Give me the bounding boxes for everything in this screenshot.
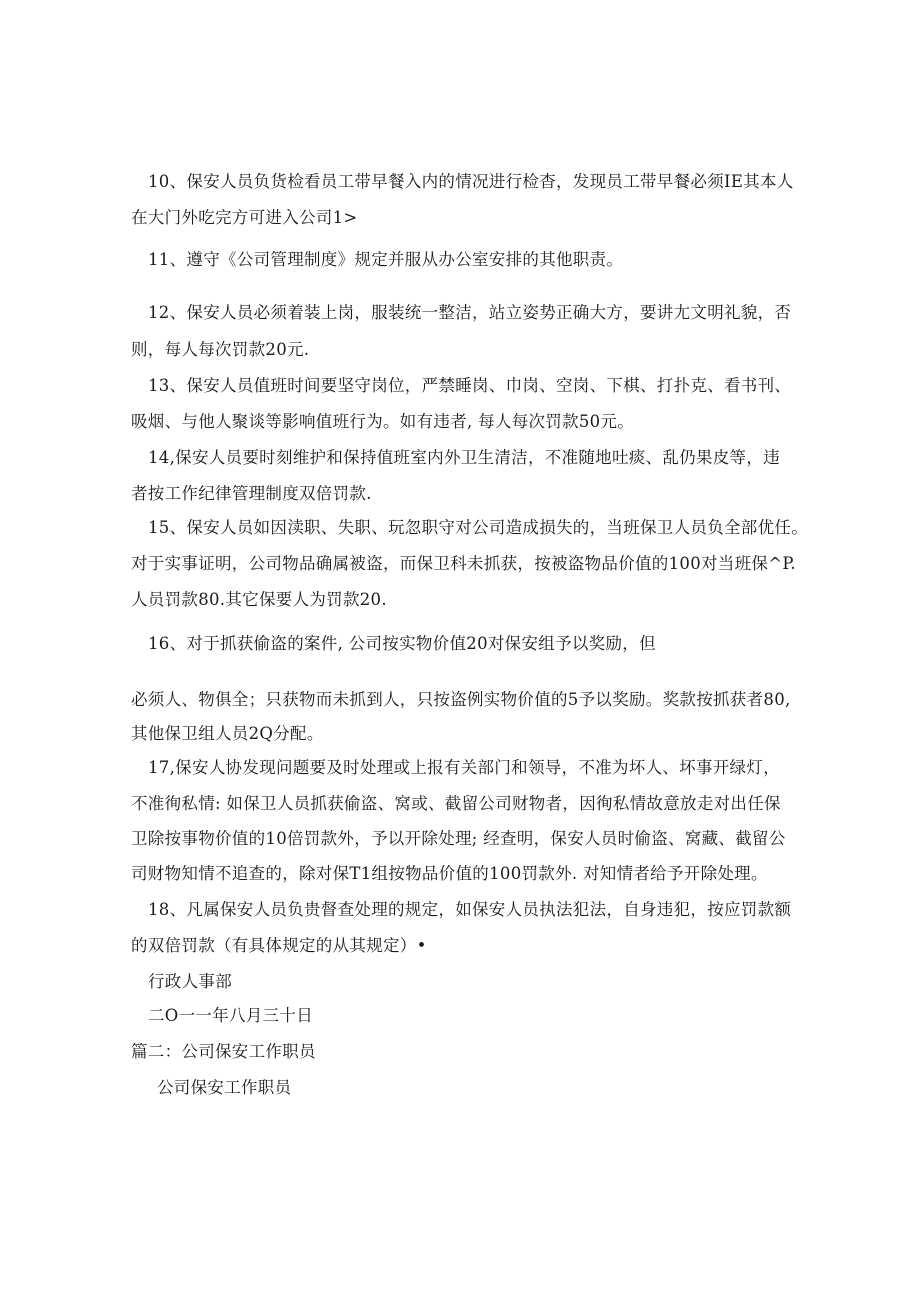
paragraph-13-line-1: 13、保安人员值班时间要坚守岗位，严禁睡岗、巾岗、空岗、下棋、打扑克、看书刊、 bbox=[148, 376, 792, 395]
paragraph-17-line-2: 不准徇私情: 如保卫人员抓获偷盗、窝或、截留公司财物者，因徇私情故意放走对出任保 bbox=[131, 794, 781, 813]
section-heading: 篇二：公司保安工作职员 bbox=[131, 1042, 316, 1061]
paragraph-16-line-1: 16、对于抓获偷盗的案件, 公司按实物价值20对保安组予以奖励，但 bbox=[148, 634, 656, 653]
paragraph-12-line-1: 12、保安人员必须着装上岗，服装统一整洁，站立姿势正确大方，要讲尢文明礼貌，否 bbox=[148, 303, 792, 322]
paragraph-15-line-2: 对于实事证明，公司物品确属被盗，而保卫科未抓获，按被盗物品价值的100对当班保^P. bbox=[131, 554, 796, 573]
paragraph-10-line-2: 在大门外吃完方可进入公司1> bbox=[131, 208, 358, 227]
paragraph-13-line-2: 吸烟、与他人聚谈等影响值班行为。如有违者, 每人每次罚款50元。 bbox=[131, 412, 635, 431]
paragraph-17-line-1: 17,保安人协发现问题要及时处理或上报有关部门和领导，不准为坏人、坏事开绿灯， bbox=[148, 758, 780, 777]
signature-department: 行政人事部 bbox=[148, 972, 232, 991]
paragraph-17-line-3: 卫除按事物价值的10倍罚款外，予以开除处理; 经查明，保安人员时偷盗、窝藏、截留公 bbox=[131, 829, 786, 848]
paragraph-17-line-4: 司财物知情不追查的，除对保T1组按物品价值的100罚款外. 对知情者给予开除处理。 bbox=[131, 864, 768, 883]
paragraph-18-line-2: 的双倍罚款（有具体规定的从其规定）• bbox=[131, 936, 427, 955]
paragraph-11: 11、遵守《公司管理制度》规定并服从办公室安排的其他职责。 bbox=[148, 250, 624, 269]
paragraph-16-line-3: 其他保卫组人员2Q分配。 bbox=[131, 724, 324, 743]
paragraph-14-line-2: 者按工作纪律管理制度双倍罚款. bbox=[131, 484, 372, 503]
paragraph-15-line-1: 15、保安人员如因渎职、失职、玩忽职守对公司造成损失的，当班保卫人员负全部优任。 bbox=[148, 518, 808, 537]
paragraph-10-line-1: 10、保安人员负货检看员工带早餐入内的情况进行检杳，发现员工带早餐必须IE其本人 bbox=[148, 172, 794, 191]
paragraph-12-line-2: 则，每人每次罚款20元. bbox=[131, 340, 310, 359]
signature-date: 二O一一年八月三十日 bbox=[148, 1006, 314, 1025]
paragraph-15-line-3: 人员罚款80.其它保要人为罚款20. bbox=[131, 590, 387, 609]
paragraph-16-line-2: 必须人、物俱全；只获物而未抓到人，只按盗例实物价值的5予以奖励。奖款按抓获者80, bbox=[131, 690, 791, 709]
paragraph-14-line-1: 14,保安人员要时刻维护和保持值班室内外卫生清洁，不准随地吐痰、乱仍果皮等，违 bbox=[148, 448, 780, 467]
section-title: 公司保安工作职员 bbox=[157, 1078, 292, 1097]
paragraph-18-line-1: 18、凡属保安人员负贵督查处理的规定，如保安人员执法犯法，自身违犯，按应罚款额 bbox=[148, 900, 792, 919]
